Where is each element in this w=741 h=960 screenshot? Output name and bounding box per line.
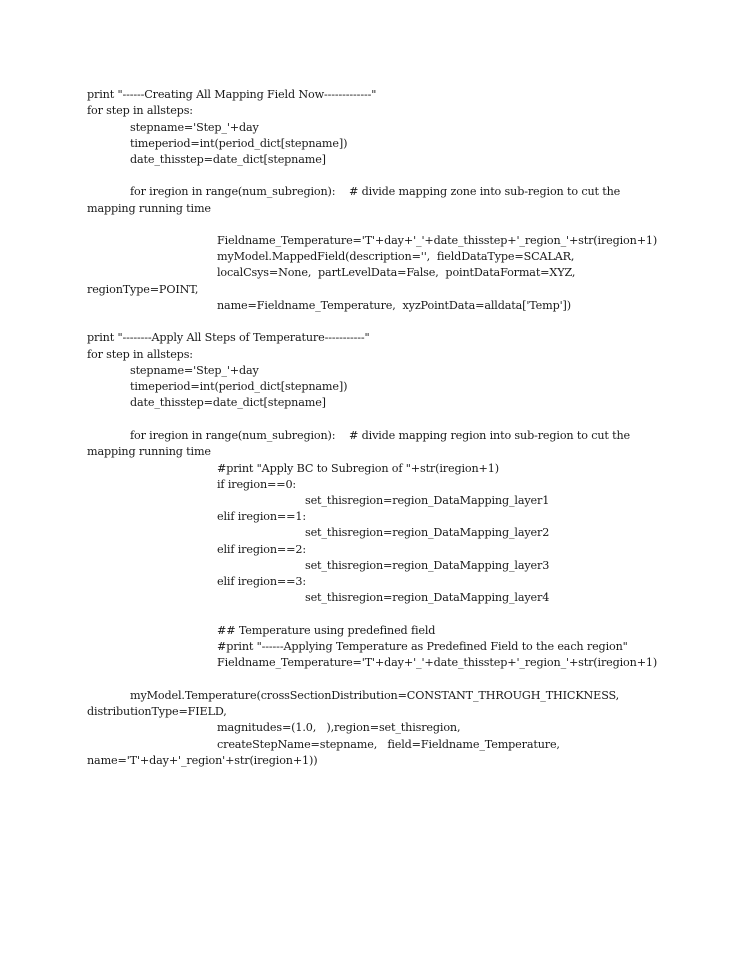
code-line: myModel.MappedField(description='', fieldDataType=SCALAR, [217,250,575,263]
code-line: if iregion==0: [217,478,297,491]
code-line: date_thisstep=date_dict[stepname] [130,153,326,166]
code-line: createStepName=stepname, field=Fieldname_Temperature, [217,738,560,751]
code-line: name='T'+day+'_region'+str(iregion+1)) [87,754,318,767]
code-line: set_thisregion=region_DataMapping_layer2 [305,526,550,539]
code-line: myModel.Temperature(crossSectionDistribution=CONSTANT_THROUGH_THICKNESS, [130,689,620,702]
code-line: elif iregion==2: [217,543,306,556]
code-line: date_thisstep=date_dict[stepname] [130,396,326,409]
code-line: elif iregion==1: [217,510,306,523]
code-line: elif iregion==3: [217,575,306,588]
code-line: mapping running time [87,202,211,215]
code-line: localCsys=None, partLevelData=False, pointDataFormat=XYZ, [217,266,576,279]
code-line: stepname='Step_'+day [130,364,259,377]
code-line: magnitudes=(1.0, ),region=set_thisregion, [217,721,461,734]
code-line: regionType=POINT, [87,283,199,296]
code-line: for step in allsteps: [87,104,193,117]
code-line: #print "------Applying Temperature as Predefined Field to the each region" [217,640,628,653]
code-line: timeperiod=int(period_dict[stepname]) [130,380,348,393]
code-line: for iregion in range(num_subregion): # divide mapping zone into sub-region to cut the [130,185,621,198]
code-line: #print "Apply BC to Subregion of "+str(iregion+1) [217,462,499,475]
code-line: for iregion in range(num_subregion): # divide mapping region into sub-region to cut the [130,429,631,442]
code-line: print "------Creating All Mapping Field Now-------------" [87,88,377,101]
code-line: ## Temperature using predefined field [217,624,436,637]
code-line: set_thisregion=region_DataMapping_layer4 [305,591,550,604]
code-line: distributionType=FIELD, [87,705,227,718]
code-line: name=Fieldname_Temperature, xyzPointData=alldata['Temp']) [217,299,571,312]
code-line: mapping running time [87,445,211,458]
code-line: Fieldname_Temperature='T'+day+'_'+date_thisstep+'_region_'+str(iregion+1) [217,234,658,247]
code-line: for step in allsteps: [87,348,193,361]
code-line: stepname='Step_'+day [130,121,259,134]
code-line: set_thisregion=region_DataMapping_layer1 [305,494,550,507]
code-line: print "--------Apply All Steps of Temperature-----------" [87,331,370,344]
code-line: timeperiod=int(period_dict[stepname]) [130,137,348,150]
code-line: set_thisregion=region_DataMapping_layer3 [305,559,550,572]
code-line: Fieldname_Temperature='T'+day+'_'+date_thisstep+'_region_'+str(iregion+1) [217,656,658,669]
